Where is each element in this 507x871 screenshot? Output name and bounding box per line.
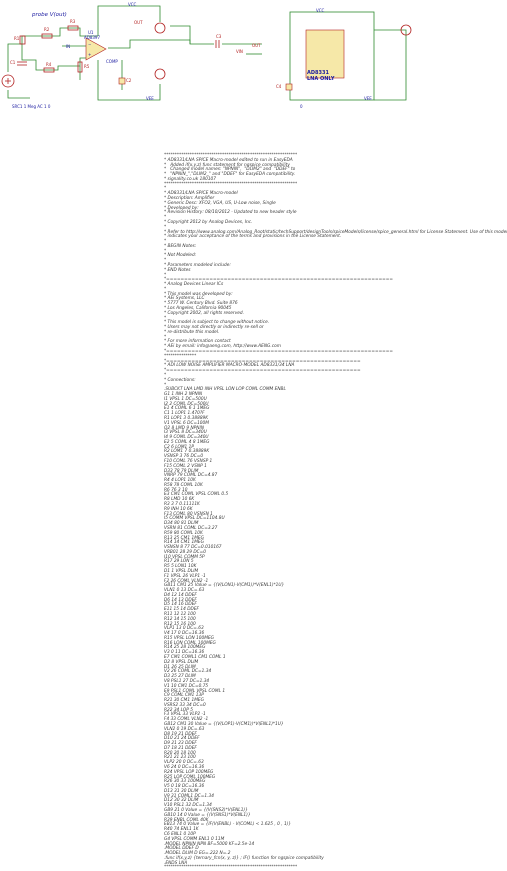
netlist-line: .MODEL NPNIN NPN BF=5000 KF=2.5e-14 bbox=[164, 841, 255, 847]
netlist-line: .func if(x,y,z) {ternary_fcn(x, y, z)} ; IF() function for ngspice compatibility bbox=[164, 855, 324, 861]
out-right-label: OUT bbox=[252, 43, 261, 48]
netlist-line: VLN1 0 13 DC=.63 bbox=[164, 588, 205, 594]
netlist-line: * bbox=[164, 215, 167, 221]
netlist-line: V1 10 CM1 DC=0.75 bbox=[164, 683, 209, 689]
ad8331-frame bbox=[290, 12, 374, 100]
netlist-line: V8 PSL1 27 DC=1.34 bbox=[164, 678, 210, 684]
netlist-line: V9 31 COML1 DC=1.34 bbox=[164, 793, 214, 799]
netlist-line: *====================================================== bbox=[164, 358, 361, 364]
c3-label: C3 bbox=[216, 34, 222, 39]
netlist-line: I4 9 COML DC=340U bbox=[164, 435, 209, 441]
netlist-line: * bbox=[164, 272, 167, 278]
netlist-line: R26 30 33 100MEG bbox=[164, 779, 206, 785]
netlist-line: R39 ENBL COML 40K bbox=[164, 817, 209, 823]
netlist-line: .SUBCKT LNA LMD INH VPSL LON LOP COML COMM ENBL bbox=[164, 387, 286, 393]
netlist-line: R13 25 CM1 1MEG bbox=[164, 535, 204, 541]
netlist-line: * Analog Devices Linear ICs bbox=[164, 282, 224, 288]
netlist-line: E7 CM1 COML1 CM1 COML 1 bbox=[164, 655, 226, 661]
netlist-line: C1 1 LOP1 1.470?F bbox=[164, 411, 205, 417]
netlist-line: * Users may not directly or indirectly re-sell or bbox=[164, 325, 264, 331]
netlist-line: * bbox=[164, 372, 167, 378]
netlist-line: E2 5 COML 4 8 1MEG bbox=[164, 439, 210, 445]
netlist-line: * Refer to http://www.analog.com/Analog_Root/static/techSupport/designTools/spiceModels/license/spice_general.html for License Statement. Use of this model bbox=[164, 229, 507, 235]
netlist-line: I2 2 COML DC=500U bbox=[164, 401, 209, 407]
probe-label: probe V(out) bbox=[32, 12, 67, 18]
comp-net-label: COMP bbox=[106, 59, 118, 64]
netlist-line: VNRP 79 COML DC=4.87 bbox=[164, 473, 218, 479]
input-network bbox=[8, 6, 214, 100]
netlist-line: * Connections: bbox=[164, 377, 196, 383]
netlist-line: R20 20 18 100 bbox=[164, 750, 196, 756]
netlist-line: R58 78 COML 10K bbox=[164, 482, 203, 488]
netlist-line: I1 VPSL 1 DC=500U bbox=[164, 396, 207, 402]
ad-chip-sub-label: LNA ONLY bbox=[307, 76, 335, 82]
netlist-line: I5 COMM VPSL DC=1104.8U bbox=[164, 516, 225, 522]
netlist-line: R15 VPSL LON 100MEG bbox=[164, 635, 215, 641]
netlist-line: E3 CM1 COML VPSL COML 0.5 bbox=[164, 492, 229, 498]
netlist-line: * "NPNIN_","DLIM2_" and "DDEF" for EasyEDA compatibility. bbox=[164, 172, 296, 178]
netlist-line: * This model is subject to change without notice. bbox=[164, 320, 270, 326]
netlist-line: G1 1 INH 2 NPNIN bbox=[164, 392, 203, 398]
c1-label: C1 bbox=[10, 60, 16, 65]
netlist-line: * ADI LOW NOISE AMPLIFIER MACRO-MODEL AD8331/34 LNA bbox=[164, 363, 295, 369]
netlist-line: V5 0 18 DC=16.36 bbox=[164, 784, 205, 790]
netlist-line: VLP2 20 0 DC=.63 bbox=[164, 760, 204, 766]
opamp-u1 bbox=[86, 38, 106, 60]
netlist-line: * Added if(x,y,z) func statement for ngspice compatibility bbox=[164, 162, 290, 168]
netlist-line: * bbox=[164, 239, 167, 245]
netlist-line: * AEi by email: info@aeng.com, http://www.AENG.com bbox=[164, 344, 281, 350]
netlist-line: C6 ENL1 0 10P bbox=[164, 831, 196, 837]
netlist-line: D4 12 14 DDEF bbox=[164, 592, 197, 598]
netlist-line: D1 1 VPSL DLIM bbox=[164, 568, 199, 574]
r4-label: R4 bbox=[46, 62, 52, 67]
netlist-line: * Los Angeles, California 90045 bbox=[164, 306, 232, 311]
netlist-line: R14 25 28 100MEG bbox=[164, 645, 206, 651]
c2-capacitor bbox=[119, 78, 125, 84]
netlist-line: * AD8331/LNA SPICE Macro-model edited to run in EasyEDA bbox=[164, 157, 293, 163]
netlist-line: * AEi Systems, LLC bbox=[164, 296, 205, 302]
netlist-line: * bbox=[164, 382, 167, 388]
c1-capacitor bbox=[17, 62, 27, 65]
r1-resistor bbox=[20, 36, 25, 44]
netlist-line: D8 19 21 DDEF bbox=[164, 731, 197, 737]
netlist-line: VSNSP 3 76 DC=0 bbox=[164, 454, 204, 460]
netlist-line: I3 VPSL 8 DC=340U bbox=[164, 430, 207, 436]
netlist-line: R21 30 CM1 1MEG bbox=[164, 698, 204, 704]
netlist-line: *=============================================================== bbox=[164, 277, 393, 283]
netlist-line: .ENDS LNA bbox=[164, 860, 188, 866]
netlist-line: * bbox=[164, 186, 167, 192]
netlist-line: Q2 8 LMD 9 NPNIN bbox=[164, 425, 204, 431]
netlist-line: D2 8 VPSL DLIM bbox=[164, 659, 199, 665]
netlist-line: * BEGIN Notes: bbox=[164, 243, 197, 249]
netlist-line: R59 80 COML 10K bbox=[164, 530, 203, 536]
netlist-line: * bbox=[164, 334, 167, 340]
netlist-line: * For more information contact bbox=[164, 339, 231, 345]
netlist-line: R17 29 LON 5 bbox=[164, 559, 194, 565]
netlist-line: F10 COML 76 VSNSP 1 bbox=[164, 459, 213, 464]
netlist-line: * Developed by: bbox=[164, 205, 199, 211]
netlist-line: *====================================================== bbox=[164, 368, 361, 374]
schematic-canvas bbox=[0, 0, 474, 150]
netlist-line: F4 33 COML VLN2 -1 bbox=[164, 717, 209, 723]
netlist-line: * Not Modeled: bbox=[164, 253, 197, 259]
netlist-line: R14 14 CM1 1MEG bbox=[164, 540, 204, 546]
ad-chip-label: AD8331 bbox=[307, 70, 329, 76]
netlist-line: * Copyright 2012 by Analog Devices, Inc. bbox=[164, 219, 253, 225]
netlist-line: D12 30 32 DLIM bbox=[164, 798, 199, 804]
netlist-line: R22 34 LOP 5 bbox=[164, 707, 193, 713]
vee-right-label: VEE bbox=[364, 96, 372, 101]
netlist-line: F2 26 COML VLN2 -1 bbox=[164, 578, 209, 584]
netlist-line: V2 26 COML DC=1.34 bbox=[164, 669, 212, 675]
netlist-line: R6 76 3 10 bbox=[164, 487, 188, 493]
netlist-line: GB10 14 0 Value = {(V(SNS1)*V(ENL1)} bbox=[164, 812, 251, 818]
netlist-line: D3 25 27 DLIM bbox=[164, 674, 196, 680]
netlist-line: C9 COML CM1 13P bbox=[164, 693, 204, 699]
netlist-line: * bbox=[164, 315, 167, 321]
netlist-line: * END Notes bbox=[164, 267, 191, 273]
vee-source bbox=[155, 69, 165, 79]
netlist-line: R11 12 12 100 bbox=[164, 612, 196, 617]
netlist-line: *=============================================================== bbox=[164, 349, 393, 355]
netlist-line: R21 21 23 100 bbox=[164, 755, 196, 761]
netlist-line: * Revision History: 08/10/2012 - Updated to new header style bbox=[164, 210, 297, 216]
r3-label: R3 bbox=[70, 19, 76, 24]
u1-label: U1 bbox=[88, 30, 94, 35]
netlist-line: * Generic Desc: XFO2, VGA, US, U-Low noise, Single bbox=[164, 200, 276, 206]
netlist-line: F3 VPSL 33 VLP2 -1 bbox=[164, 712, 206, 718]
netlist-line: * Changed model names: "NPNIN", "DLIM2" and "DDEF" to bbox=[164, 167, 296, 173]
netlist-line: V4 17 0 DC=16.36 bbox=[164, 631, 205, 637]
netlist-line: R5 5 LON1 10K bbox=[164, 564, 197, 570]
vcc-right-label: VCC bbox=[316, 8, 325, 13]
netlist-line: GB9 21 0 Value = {(V(SNS2)*V(ENL1)} bbox=[164, 808, 248, 814]
netlist-line: F1 VPSL 26 VLP1 -1 bbox=[164, 573, 206, 579]
netlist-line: D34 80 81 DLIM bbox=[164, 521, 199, 527]
svg-text:−: − bbox=[88, 42, 92, 47]
netlist-line: E9 PSL1 COML VPSL COML 1 bbox=[164, 688, 226, 694]
netlist-line: ************************************************************** bbox=[164, 181, 298, 187]
netlist-line: G4 VPSL COMM ENL1 0 11M bbox=[164, 836, 225, 842]
netlist-line: V10 PSL1 32 DC=1.34 bbox=[164, 803, 212, 809]
netlist-line: VLP1 13 0 DC=.63 bbox=[164, 626, 204, 632]
netlist-line: * bbox=[164, 248, 167, 254]
netlist-line: VSRN 81 COML DC=3.27 bbox=[164, 525, 218, 531]
vcc-source bbox=[155, 23, 165, 33]
netlist-line: * AD8331/LNA SPICE Macro-model bbox=[164, 191, 238, 197]
netlist-line: R12 15 16 100 bbox=[164, 621, 196, 627]
source-label: SRC1 1 Meg AC 1 0 bbox=[12, 104, 51, 109]
netlist-line: D13 31 30 DLIM bbox=[164, 788, 199, 794]
netlist-line: D9 21 23 DDEF bbox=[164, 741, 197, 747]
netlist-line: R25 LOP COML 100MEG bbox=[164, 774, 216, 780]
netlist-line: I10 VPSL COMM 5P bbox=[164, 554, 205, 560]
netlist-line: ************************************************************** bbox=[164, 153, 298, 158]
netlist-line: GB11 CM1 25 Value = {(V(LON1)-V(CM1))*V(ENL1)*1U} bbox=[164, 583, 285, 589]
netlist-line: D7 18 21 DDEF bbox=[164, 745, 197, 751]
netlist-line: * 5777 W. Century Blvd. Suite 876 bbox=[164, 301, 238, 307]
netlist-line: VRB01 28 29 DC=0 bbox=[164, 549, 207, 555]
netlist-line: R4 4 LOP1 10K bbox=[164, 478, 196, 484]
netlist-line: D1 26 25 DLIM bbox=[164, 664, 196, 670]
u1-part-label: AD8397 bbox=[84, 35, 100, 40]
netlist-line: R16 LON COML 100MEG bbox=[164, 640, 216, 646]
netlist-line: * re-distribute this model. bbox=[164, 329, 220, 335]
netlist-line: VLN2 0 19 DC=.63 bbox=[164, 726, 205, 732]
netlist-line: V3 0 11 DC=16.36 bbox=[164, 650, 205, 656]
source-symbol bbox=[2, 75, 14, 87]
netlist-line: EB13 74 0 Value = {IF(V(ENBL) - V(COML) < 1.625 , 0 , 1)} bbox=[164, 822, 292, 828]
netlist-line: R24 VPSL LOP 100MEG bbox=[164, 769, 214, 775]
r1-label: R1 bbox=[14, 36, 20, 41]
netlist-line: D5 14 16 DDEF bbox=[164, 602, 197, 608]
netlist-line: E11 15 14 DDEF bbox=[164, 607, 200, 613]
netlist-line: R3 3 7 0.11111K bbox=[164, 502, 200, 508]
netlist-line: VSNSN 8 77 DC=0.010167 bbox=[164, 545, 222, 551]
netlist-line: * bbox=[164, 286, 167, 292]
netlist-line: F13 COML 80 VSNSN 1 bbox=[164, 511, 213, 517]
c2-label: C2 bbox=[126, 78, 132, 83]
netlist-line: *************** bbox=[164, 353, 197, 359]
netlist-line: .MODEL DDEF D bbox=[164, 846, 199, 852]
c4-capacitor bbox=[286, 84, 292, 90]
netlist-line: ************************************************************** bbox=[164, 865, 298, 871]
netlist-line: * Copyright 2002, all rights reserved. bbox=[164, 310, 244, 316]
netlist-line: R9 INH 10 6K bbox=[164, 506, 193, 512]
netlist-line: R8 LMD 10 6K bbox=[164, 497, 195, 503]
netlist-line: VSRS2 33 34 DC=0 bbox=[164, 702, 206, 708]
r2-label: R2 bbox=[44, 27, 50, 32]
netlist-line: D6 14 13 DDEF bbox=[164, 597, 197, 603]
netlist-line: F15 COML 2 VSNP 1 bbox=[164, 463, 207, 469]
netlist-line: R40 74 ENL1 1K bbox=[164, 827, 199, 833]
c4-label: C4 bbox=[276, 84, 282, 89]
netlist-line: E1 4 COML 6 1 1MEG bbox=[164, 406, 210, 412]
netlist-line: V1 VPSL 6 DC=100M bbox=[164, 420, 209, 426]
netlist-line: C2 6 LOM1 1P bbox=[164, 444, 194, 450]
in-net-label: IN bbox=[66, 44, 71, 49]
netlist-line: R1 LOP1 3 0.38889K bbox=[164, 415, 209, 421]
netlist-line: GB12 CM1 30 Value = {(V(LOP1)-V(CM1))*V(ENL1)*1U} bbox=[164, 721, 284, 727]
netlist-line: * Parameters modeled include: bbox=[164, 262, 231, 268]
netlist-line: D33 78 79 DLIM bbox=[164, 468, 199, 474]
netlist-line: .MODEL DLIM D EG=.222 N=.2 bbox=[164, 851, 231, 857]
netlist-line: * signality.co.uk 180107 bbox=[164, 176, 217, 182]
c3-capacitor bbox=[216, 40, 219, 48]
gnd-label: 0 bbox=[300, 104, 303, 109]
out-left-label: OUT bbox=[134, 20, 143, 25]
netlist-line: V6 24 0 DC=16.36 bbox=[164, 765, 205, 770]
netlist-line: * indicates your acceptance of the terms and provisions in the License Statement. bbox=[164, 234, 342, 240]
netlist-line: * Description: Amplifier bbox=[164, 196, 215, 202]
netlist-line: * bbox=[164, 258, 167, 264]
svg-text:+: + bbox=[88, 52, 92, 57]
spice-netlist bbox=[164, 153, 507, 871]
netlist-line: * This model was developed by: bbox=[164, 291, 233, 297]
netlist-line: D10 21 24 DDEF bbox=[164, 736, 200, 742]
netlist-line: R2 LOM1 7 0.38889K bbox=[164, 449, 210, 455]
netlist-line: R12 14 15 100 bbox=[164, 616, 196, 622]
vee-bottom-label: VEE bbox=[146, 96, 154, 101]
r5-label: R5 bbox=[84, 64, 90, 69]
vcc-top-label: VCC bbox=[128, 2, 137, 7]
netlist-line: * bbox=[164, 224, 167, 230]
vin-label: VIN bbox=[236, 49, 243, 54]
